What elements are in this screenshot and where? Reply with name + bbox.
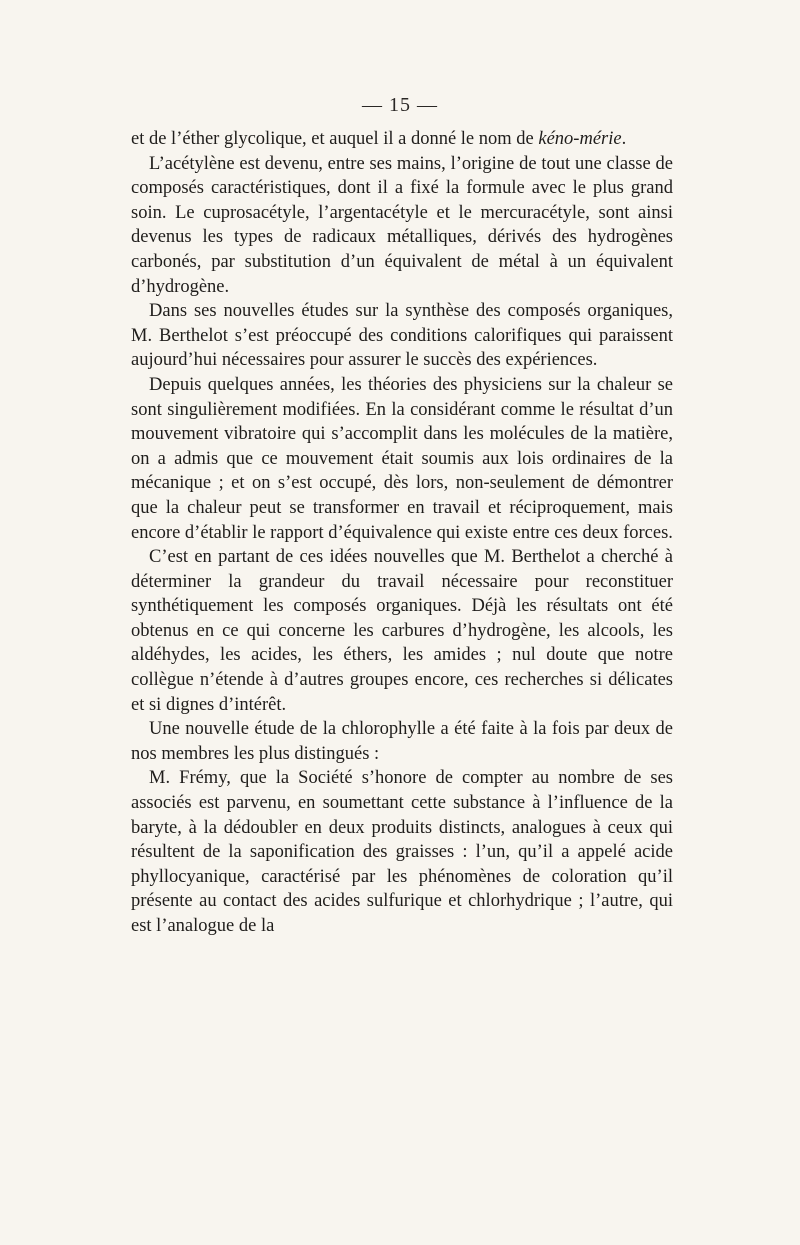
paragraph-6: Une nouvelle étude de la chlorophylle a été faite à la fois par deux de nos membres les plus distingués :: [131, 719, 673, 764]
paragraph-3: Dans ses nouvelles études sur la synthèse des composés organiques, M. Berthelot s’est préoccupé des conditions calorifiques qui paraissent aujourd’hui nécessaires pour assurer le succès des expériences.: [131, 301, 673, 371]
italic-term: kéno-mérie: [538, 129, 622, 149]
paragraph-4: Depuis quelques années, les théories des physiciens sur la chaleur se sont singulièrement modifiées. En la considérant comme le résultat d’un mouvement vibratoire qui s’accomplit dans les molécules de la matière, on a admis que ce mouvement était soumis aux lois ordinaires de la mécanique ; et on s’est occupé, dès lors, non-seulement de démontrer que la chaleur peut se transformer en travail et réciproquement, mais encore d’établir le rapport d’équivalence qui existe entre ces deux forces.: [131, 374, 673, 543]
page-number: — 15 —: [362, 94, 438, 116]
paragraph-1-end: .: [621, 129, 627, 149]
paragraph-1: [131, 127, 673, 152]
paragraph-7: M. Frémy, que la Société s’honore de compter au nombre de ses associés est parvenu, en soumettant cette substance à l’influence de la baryte, à la dédoubler en deux produits distincts, analogues à ceux qui résultent de la saponification des graisses : l’un, qu’il a appelé acide phyllocyanique, caractérisé par les phénomènes de coloration qu’il présente au contact des acides sulfurique et chlorhydrique ; l’autre, qui est l’analogue de la: [131, 768, 673, 936]
body-text: [131, 127, 673, 939]
paragraph-1-text: et de l’éther glycolique, et auquel il a donné le nom de: [131, 129, 539, 149]
paragraph-2: L’acétylène est devenu, entre ses mains, l’origine de tout une classe de composés caractéristiques, dont il a fixé la formule avec le plus grand soin. Le cuprosacétyle, l’argentacétyle et le mercuracétyle, sont ainsi devenus les types de radicaux métalliques, dérivés des hydrogènes carbonés, par substitution d’un équivalent de métal à un équivalent d’hydrogène.: [131, 153, 673, 297]
paragraph-5: C’est en partant de ces idées nouvelles que M. Berthelot a cherché à déterminer la grandeur du travail nécessaire pour reconstituer synthétiquement les composés organiques. Déjà les résultats ont été obtenus en ce qui concerne les carbures d’hydrogène, les alcools, les aldéhydes, les acides, les éthers, les amides ; nul doute que notre collègue n’étende à d’autres groupes encore, ces recherches si délicates et si dignes d’intérêt.: [131, 547, 673, 715]
